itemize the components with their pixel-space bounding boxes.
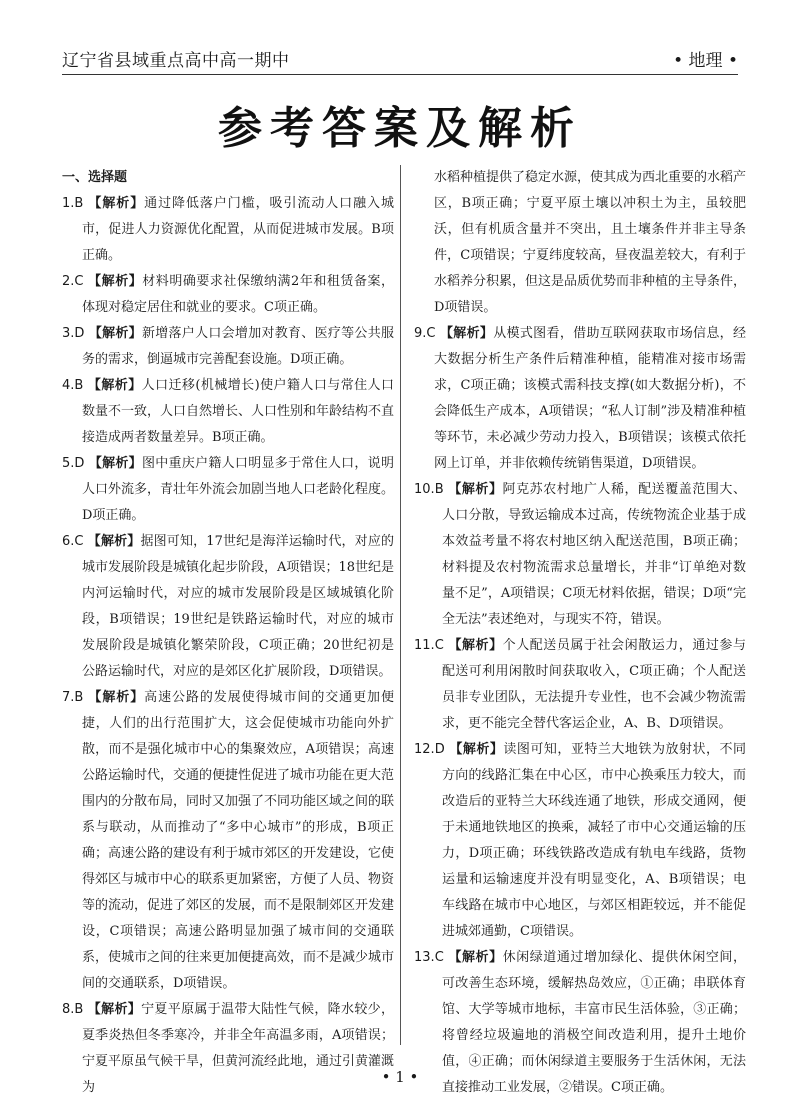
subject-label: • 地理 • (673, 51, 738, 71)
answer-item-2: 2.C 【解析】材料明确要求社保缴纳满2年和租赁备案，体现对稳定居住和就业的要求。C项正确。 (62, 274, 394, 315)
page-title: 参考答案及解析 (218, 103, 582, 154)
answer-item-4: 4.B 【解析】人口迁移(机械增长)使户籍人口与常住人口数量不一致，人口自然增长、人口性别和年龄结构不直接造成两者数量差异。B项正确。 (62, 378, 395, 445)
answer-item-9: 9.C 【解析】从模式图看，借助互联网获取市场信息，经大数据分析生产条件后精准种植，能精准对接市场需求，C项正确；该模式需科技支撑(如大数据分析)，不会降低生产成本，A项错误；“私人订制”涉及精准种植等环节，未必减少劳动力投入，B项错误；该模式依托网上订单，并非依赖传统销售渠道，D项错误。 (414, 326, 746, 471)
answer-item-5: 5.D 【解析】图中重庆户籍人口明显多于常住人口，说明人口外流多，青壮年外流会加剧当地人口老龄化程度。D项正确。 (62, 456, 395, 523)
answer-item-11: 11.C 【解析】个人配送员属于社会闲散运力，通过参与配送可利用闲散时间获取收入，C项正确；个人配送员非专业团队，无法提升专业性，也不会减少物流需求，更不能完全替代客运企业，A、B、D项错误。 (414, 638, 746, 731)
answer-item-13: 13.C 【解析】休闲绿道通过增加绿化、提供休闲空间，可改善生态环境，缓解热岛效应，①正确；串联体育馆、大学等城市地标，丰富市民生活体验，③正确；将曾经垃圾遍地的消极空间改造利用，提升土地价值，④正确；而休闲绿道主要服务于生活休闲，无法直接推动工业发展，②错误。C项正确。 (414, 950, 746, 1095)
column-divider (400, 165, 401, 1045)
exam-title: 辽宁省县域重点高中高一期中 (62, 51, 290, 71)
answer-item-6: 6.C 【解析】据图可知，17世纪是海洋运输时代，对应的城市发展阶段是城镇化起步阶段，A项错误；18世纪是内河运输时代，对应的城市发展阶段是区域城镇化阶段，B项错误；19世纪是铁路运输时代，对应的城市发展阶段是城镇化繁荣阶段，C项正确；20世纪初是公路运输时代，对应的是郊区化扩展阶段，D项错误。 (62, 534, 394, 679)
answer-item-12: 12.D 【解析】读图可知，亚特兰大地铁为放射状，不同方向的线路汇集在中心区，市中心换乘压力较大，而改造后的亚特兰大环线连通了地铁，形成交通网，便于未通地铁地区的换乘，减轻了市中心交通运输的压力，D项正确；环线铁路改造成有轨电车线路，货物运量和运输速度并没有明显变化，A、B项错误；电车线路在城市中心地区，与郊区相距较远，并不能促进城郊通勤，C项错误。 (414, 742, 746, 939)
answer-item-8-continued: 水稻种植提供了稳定水源，使其成为西北重要的水稻产区，B项正确；宁夏平原土壤以冲积土为主，虽较肥沃，但有机质含量并不突出，且土壤条件并非主导条件，C项错误；宁夏纬度较高，昼夜温差较大，有利于水稻养分积累，但这是品质优势而非种植的主导条件，D项错误。 (434, 170, 747, 315)
answer-item-3: 3.D 【解析】新增落户人口会增加对教育、医疗等公共服务的需求，倒逼城市完善配套设施。D项正确。 (62, 326, 394, 367)
right-column (414, 165, 747, 1095)
answer-item-10: 10.B 【解析】阿克苏农村地广人稀，配送覆盖范围大、人口分散，导致运输成本过高，传统物流企业基于成本效益考量不将农村地区纳入配送范围，B项正确；材料提及农村物流需求总量增长，并非“订单绝对数量不足”，A项错误；C项无材料依据，错误；D项“完全无法”表述绝对，与现实不符，错误。 (414, 482, 746, 627)
answer-item-1: 1.B 【解析】通过降低落户门槛，吸引流动人口融入城市，促进人力资源优化配置，从而促进城市发展。B项正确。 (62, 196, 394, 263)
page-number: • 1 • (381, 1068, 419, 1086)
page-header (62, 38, 738, 75)
answer-item-7: 7.B 【解析】高速公路的发展使得城市间的交通更加便捷，人们的出行范围扩大，这会促使城市功能向外扩散，而不是强化城市中心的集聚效应，A项错误；高速公路运输时代，交通的便捷性促进了城市功能在更大范围内的分散布局，同时又加强了不同功能区域之间的联系与联动，从而推动了“多中心城市”的形成，B项正确；高速公路的建设有利于城市郊区的开发建设，它使得郊区与城市中心的联系更加紧密，方便了人员、物资等的流动，促进了郊区的发展，而不是限制郊区开发建设，C项错误；高速公路明显加强了城市间的交通联系，使城市之间的往来更加便捷高效，而不是减少城市间的交通联系，D项错误。 (62, 690, 395, 991)
answer-item-8: 8.B 【解析】宁夏平原属于温带大陆性气候，降水较少，夏季炎热但冬季寒冷，并非全年高温多雨，A项错误；宁夏平原虽气候干旱，但黄河流经此地，通过引黄灌溉为 (62, 1002, 395, 1095)
section-heading: 一、选择题 (62, 170, 128, 185)
left-column (62, 165, 395, 1095)
